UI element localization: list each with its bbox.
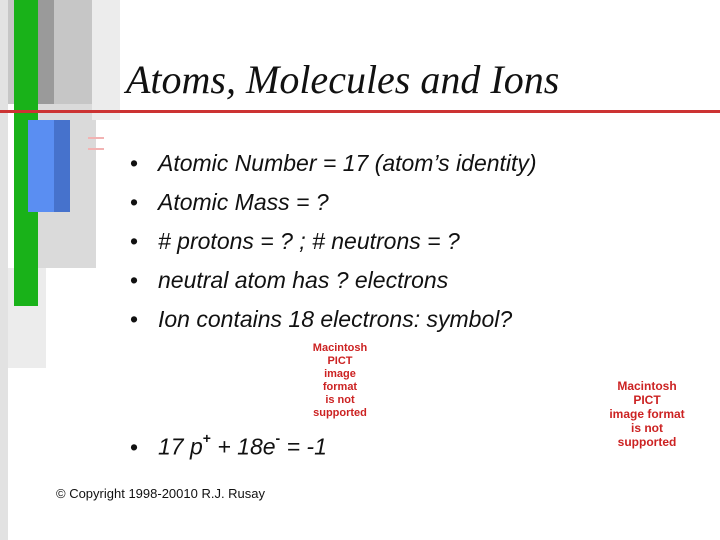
bullet-dot: • (130, 189, 139, 215)
bullet-dot: • (130, 267, 139, 293)
bullet-dot: • (130, 433, 139, 460)
deco-gray-block-right (92, 0, 120, 120)
bullet-item-neutral-atom (130, 265, 537, 304)
equation-electrons: + 18e (217, 433, 276, 460)
bullet-text: Atomic Number = 17 (atom’s identity) (158, 150, 537, 176)
bullet-dot: • (130, 228, 139, 254)
pict-placeholder-line: is not supported (617, 421, 677, 449)
pict-placeholder-line: is not supported (313, 394, 367, 419)
deco-small-mark (88, 137, 104, 150)
equation-charge: = -1 (286, 433, 327, 460)
slide-title: Atoms, Molecules and Ions (126, 57, 560, 102)
bullet-item-protons-neutrons (130, 226, 537, 265)
deco-red-rule (0, 110, 720, 113)
bullet-dot: • (130, 150, 139, 176)
pict-placeholder-right (606, 372, 688, 456)
pict-placeholder-center (306, 342, 374, 419)
equation-protons: 17 p (158, 433, 203, 460)
ion-equation (130, 430, 327, 461)
bullet-text: # protons = ? ; # neutrons = ? (158, 228, 460, 254)
pict-placeholder-line: image format (609, 407, 685, 421)
bullet-item-ion (130, 304, 537, 343)
equation-plus-sup: + (202, 430, 211, 446)
copyright-notice: © Copyright 1998-20010 R.J. Rusay (56, 486, 266, 501)
bullet-text: neutral atom has ? electrons (158, 267, 449, 293)
pict-placeholder-line: Macintosh PICT (312, 342, 368, 367)
pict-placeholder-line: Macintosh PICT (617, 379, 677, 407)
bullet-item-atomic-number (130, 148, 537, 187)
pict-placeholder-line: image format (322, 368, 358, 393)
bullet-text: Atomic Mass = ? (158, 189, 329, 215)
bullet-list (130, 148, 537, 343)
deco-gray-strip-left (0, 0, 8, 540)
bullet-item-atomic-mass (130, 187, 537, 226)
bullet-dot: • (130, 306, 139, 332)
equation-minus-sup: - (275, 430, 281, 446)
bullet-text: Ion contains 18 electrons: symbol? (158, 306, 513, 332)
deco-dark-gray-block (38, 0, 54, 104)
deco-blue-shadow (54, 120, 70, 212)
